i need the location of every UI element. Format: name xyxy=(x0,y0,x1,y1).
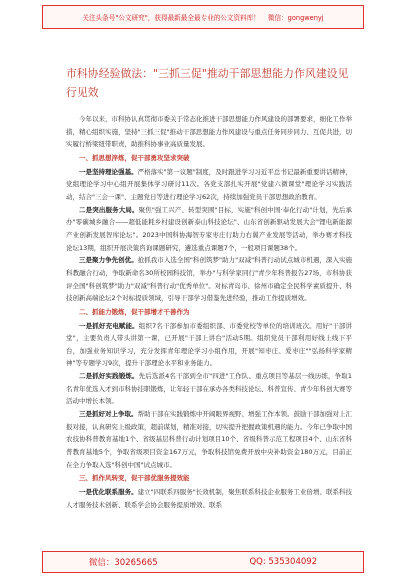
banner-text: 关注头条号"公文研究"，获得最新最全最专业的公文资料库！ xyxy=(82,14,260,22)
paragraph-text: 聚焦"强工兴产、转型突围"目标，实施"科创中国·奉化行动"计划，先后承办"零碳城乡融合——超低能耗乡村建设创新泰山科技论坛"、山东省创新驱动发展大会"锂电新能源产业创新发展智库论坛"。2023中国科协海智专家枣庄行助力右翼产业发展等活动，举办赛才科技论坛13期，组织开展决策咨询课题研究，遴选重点课题7个，一般项目课题38个。 xyxy=(66,205,353,252)
top-banner xyxy=(42,5,364,29)
paragraph xyxy=(66,408,352,471)
footer-qq: QQ: 535304092 xyxy=(249,557,318,567)
paragraph-lead: 一是抓好充电赋能。 xyxy=(79,321,139,330)
paragraph-lead: 二是抓好实践锻炼。 xyxy=(79,372,139,381)
paragraph-lead: 三是抓好对上争取。 xyxy=(79,410,138,419)
intro-paragraph: 今年以来，市科协认真贯彻市委关于常态化推进干部思想能力作风建设的部署要求，细化工作举措，精心组织实施，坚持"三抓三促"推动干部思想能力作风建设与重点任务同步同力、互促共进，切实履行桥梁纽带职责，助推科协事业高质量发展。 xyxy=(66,115,352,149)
paragraph xyxy=(66,486,352,511)
section-heading-3: 三、抓作风转变，促干部优服务提效能 xyxy=(79,474,190,483)
paragraph xyxy=(66,254,352,305)
paragraph xyxy=(66,204,352,255)
paragraph-lead: 一是优化联系服务。 xyxy=(79,488,138,497)
paragraph-text: 组织7名干部参加市委组织部、市委党校等单位的培训班次。用好"干部讲堂"，主要负责人带头讲第一课，已开展"干部上讲台"活动5期。组织党员干部利用好线上线下平台，加强业务知识学习，充分发挥青年理论学习小组作用，开展"知枣庄、爱枣庄""弘扬科学家精神"等专题学习9次，提升干部理论水平和业务能力。 xyxy=(66,321,352,368)
paragraph-text: 建立"四联系四服务"长效机制，聚焦联系科技企业服务工业倍增、联系科技人才服务技术创新、联系学会协会服务提质增效、联系 xyxy=(66,488,353,509)
paragraph-lead: 二是突出服务大局。 xyxy=(79,205,139,214)
section-heading-2: 二、抓能力锻炼，促干部增才干善作为 xyxy=(79,307,190,316)
paragraph xyxy=(66,166,352,204)
paragraph xyxy=(66,370,352,408)
document-title: 市科协经验做法："三抓三促"推动干部思想能力作风建设见行见效 xyxy=(66,67,349,99)
bottom-contact-bar xyxy=(42,551,364,573)
footer-wechat: 微信：30265665 xyxy=(88,558,158,568)
paragraph-lead: 一是坚持理论强基。 xyxy=(79,167,138,176)
document-body xyxy=(66,113,352,511)
section-heading-1: 一、抓思想淬炼，促干部勇攻坚求突破 xyxy=(79,153,190,162)
paragraph-text: 帮助干部在实践锻炼中开阔眼界视野、增强工作本领。鼓励干部加强对上汇报对接，认真研究上级政策，超前谋划，精准对接，切实提升把握政策机遇的能力。今年已争取中国农技协科普教育基地1个、省级基层科普行动计划项目10个、省级科普示范工程项目4个、山东省科普教育基地5个，争取省级项目资金167万元，争取科技馆免费开放中央补助资金180万元，目前正在全力争取入选"科创中国"试点城市。 xyxy=(66,410,352,469)
paragraph-lead: 三是聚力争先创优。 xyxy=(79,256,138,265)
paragraph-text: 先后选派4名干部到全市"四进"工作队、重点项目等基层一线历练，争取1名青年优选入才到市科协挂职锻炼，让年轻干部在承办各类科技论坛、科普宣传、青少年科创大赛等活动中增长本领。 xyxy=(66,372,352,406)
paragraph-text: 抢抓我市入选全国"科创筑梦"助力"双减"科普行动试点城市机遇，深入实施科教融合行动，争取新命名30所校园科技馆，举办"与科学家同行"青少年科普报告27场，市科协获评全国"科创筑梦"助力"双减"科普行动"优秀单位"。对标青岛市、徐州市确定全民科学素质提升、科技创新高端论坛2个对标提质领域，引导干部学习借鉴先进经验，推动工作提质增效。 xyxy=(66,256,352,303)
banner-wechat: 微信：gongwenyj xyxy=(267,14,324,22)
paragraph-text: 严格落实"第一议题"制度，及时跟进学习习近平总书记最新重要讲话精神，党组理论学习中心组开展集体学习研讨11次。各党支部扎实开展"党建六微课堂"理论学习实践活动，结合"三会一课"、主题党日等进行理论学习62次，持续加强党员干部思想政治教育。 xyxy=(66,167,353,201)
paragraph xyxy=(66,320,352,371)
